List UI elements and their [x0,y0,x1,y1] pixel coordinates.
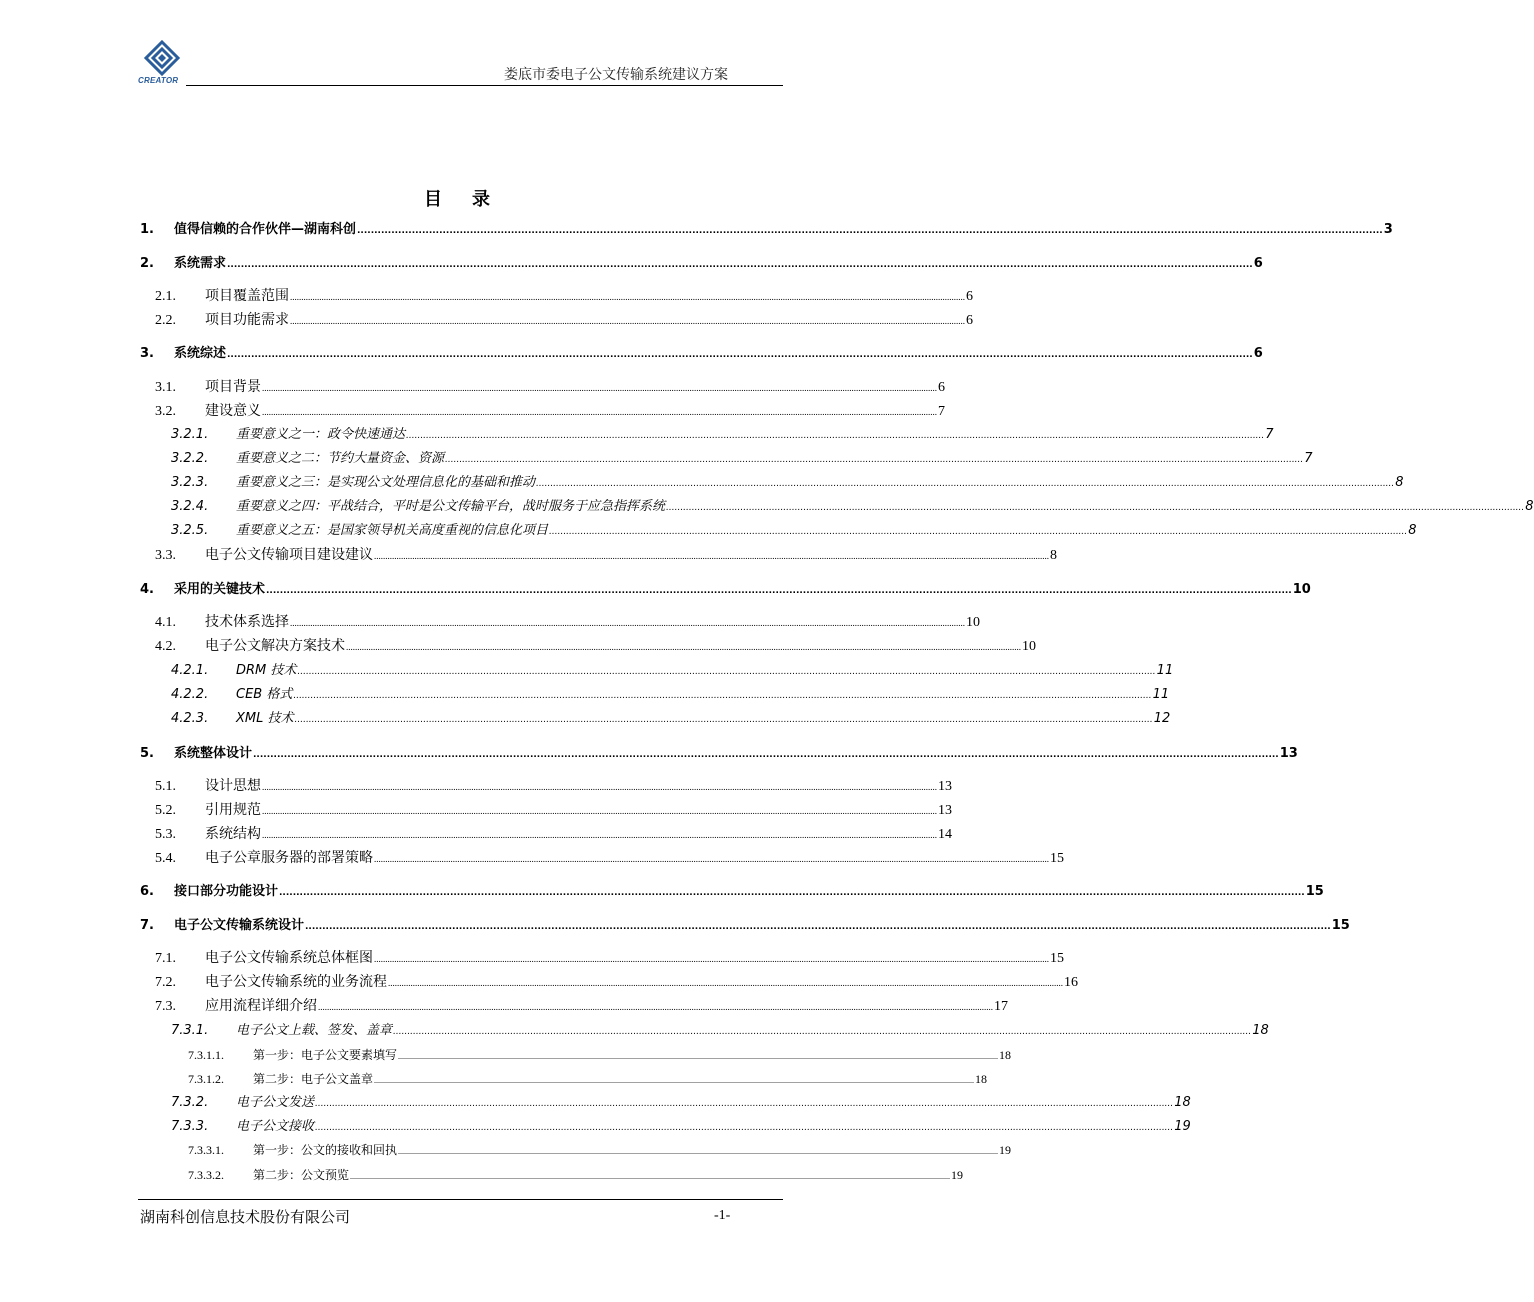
toc-entry-page: 19 [999,1143,1012,1157]
toc-entry-label: DRM 技术 [236,663,297,678]
toc-entry-page: 6 [966,289,973,304]
toc-entry[interactable] [138,1020,1269,1042]
toc-leader-dots: ............................................................................................................................................................................................................................................................................................................ [350,1172,951,1181]
footer-company: 湖南科创信息技术股份有限公司 [140,1210,351,1226]
toc-entry-page: 11 [1156,663,1174,678]
toc-entry[interactable] [138,800,952,822]
toc-entry-label: 重要意义之二：节约大量资金、资源 [236,451,445,466]
toc-entry-number: 3.1. [155,380,176,395]
toc-entry-label: 系统需求 [174,256,227,271]
toc-entry[interactable] [138,636,1036,658]
toc-entry-label: 电子公文传输系统总体框图 [205,951,373,966]
toc-entry[interactable] [138,1164,964,1186]
toc-entry-page: 13 [938,803,952,818]
toc-entry-label: 电子公文上载、签发、盖章 [236,1023,393,1038]
toc-entry-number: 2.1. [155,289,176,304]
toc-leader-dots: ............................................................................................................................................................................................................................................................................................................ [262,383,937,393]
toc-entry-number: 3.2. [155,404,176,419]
toc-entry-number: 7.3.3. [171,1119,209,1134]
toc-entry-number: 2.2. [155,313,176,328]
toc-entry-page: 13 [938,779,952,794]
toc-entry-page: 7 [938,404,945,419]
toc-entry-number: 7.3. [155,999,176,1014]
toc-entry-page: 15 [1331,918,1350,933]
toc-leader-dots: ............................................................................................................................................................................................................................................................................................................ [549,527,1408,537]
toc-entry[interactable] [138,448,1313,470]
toc-leader-dots: ............................................................................................................................................................................................................................................................................................................ [227,350,1253,360]
toc-leader-dots: ............................................................................................................................................................................................................................................................................................................ [406,431,1265,441]
toc-entry-label: 项目背景 [205,380,261,395]
toc-entry-number: 7.2. [155,975,176,990]
toc-entry-page: 12 [1153,711,1171,726]
toc-entry-page: 6 [966,313,973,328]
toc-entry-page: 15 [1305,884,1324,899]
toc-entry-page: 18 [1174,1095,1191,1110]
toc-entry-page: 7 [1304,451,1313,466]
creator-diamond-logo-icon [138,40,186,78]
toc-entry[interactable] [138,286,973,308]
page-header [138,40,783,87]
toc-entry-label: 技术体系选择 [205,615,289,630]
toc-entry-number: 7.3.3.2. [188,1168,224,1182]
toc-entry-page: 8 [1525,499,1534,514]
footer-divider [138,1199,783,1200]
toc-entry[interactable] [138,545,1057,567]
toc-leader-dots: ............................................................................................................................................................................................................................................................................................................ [266,586,1292,596]
toc-entry[interactable] [138,472,1404,494]
toc-entry[interactable] [138,824,952,846]
toc-entry-label: 引用规范 [205,803,261,818]
toc-entry[interactable] [138,1044,1012,1066]
toc-entry-label: 项目功能需求 [205,313,289,328]
toc-entry[interactable] [138,881,1324,903]
toc-entry-label: 重要意义之五：是国家领导机关高度重视的信息化项目 [236,523,549,538]
toc-entry-page: 8 [1408,523,1417,538]
toc-entry-label: CEB 格式 [236,687,293,702]
toc-entry-page: 6 [1253,256,1263,271]
toc-entry-label: 建设意义 [205,404,261,419]
toc-entry-number: 4.2.1. [171,663,209,678]
toc-entry-number: 4.2.2. [171,687,209,702]
logo-text: CREATOR [138,76,179,85]
toc-entry[interactable] [138,310,973,332]
toc-leader-dots: ............................................................................................................................................................................................................................................................................................................ [315,1099,1174,1109]
toc-leader-dots: ............................................................................................................................................................................................................................................................................................................ [227,260,1253,270]
toc-entry-label: 电子公章服务器的部署策略 [205,851,373,866]
toc-entry-number: 4.1. [155,615,176,630]
toc-entry[interactable] [138,915,1350,937]
toc-leader-dots: ............................................................................................................................................................................................................................................................................................................ [393,1027,1252,1037]
toc-entry-page: 8 [1050,548,1057,563]
toc-entry[interactable] [138,948,1064,970]
toc-leader-dots: ............................................................................................................................................................................................................................................................................................................ [290,316,965,326]
toc-entry-label: 第一步：公文的接收和回执 [253,1143,398,1157]
toc-leader-dots: ............................................................................................................................................................................................................................................................................................................ [388,978,1063,988]
toc-entry-page: 18 [1252,1023,1269,1038]
toc-entry-page: 15 [1050,951,1064,966]
toc-entry-label: 电子公文传输系统的业务流程 [205,975,387,990]
toc-entry-page: 15 [1050,851,1064,866]
toc-entry-label: 电子公文发送 [236,1095,315,1110]
toc-leader-dots: ............................................................................................................................................................................................................................................................................................................ [374,551,1049,561]
toc-leader-dots: ............................................................................................................................................................................................................................................................................................................ [357,226,1383,236]
toc-entry-number: 5. [140,746,154,761]
toc-entry[interactable] [138,401,945,423]
toc-entry-label: 采用的关键技术 [174,582,266,597]
toc-entry-number: 5.1. [155,779,176,794]
toc-entry[interactable] [138,520,1417,542]
toc-entry[interactable] [138,660,1174,682]
toc-entry-page: 13 [1279,746,1298,761]
toc-leader-dots: ............................................................................................................................................................................................................................................................................................................ [318,1002,993,1012]
toc-entry-label: 系统结构 [205,827,261,842]
toc-entry-label: 第二步：电子公文盖章 [253,1072,374,1086]
toc-leader-dots: ............................................................................................................................................................................................................................................................................................................ [262,806,937,816]
toc-entry-page: 10 [1022,639,1036,654]
toc-entry-page: 6 [1253,346,1263,361]
toc-entry-number: 4.2. [155,639,176,654]
toc-entry-page: 11 [1152,687,1170,702]
toc-entry-page: 18 [999,1048,1012,1062]
toc-entry[interactable] [138,579,1311,601]
toc-entry[interactable] [138,377,945,399]
toc-entry[interactable] [138,972,1078,994]
toc-entry[interactable] [138,708,1171,730]
toc-entry-number: 5.4. [155,851,176,866]
toc-leader-dots: ............................................................................................................................................................................................................................................................................................................ [346,642,1021,652]
toc-entry[interactable] [138,496,1534,518]
toc-leader-dots: ............................................................................................................................................................................................................................................................................................................ [262,782,937,792]
toc-entry-number: 7.3.1.1. [188,1048,224,1062]
toc-entry-number: 7.3.1.2. [188,1072,224,1086]
toc-entry-label: 值得信赖的合作伙伴—湖南科创 [174,222,357,237]
toc-entry[interactable] [138,996,1008,1018]
toc-leader-dots: ............................................................................................................................................................................................................................................................................................................ [262,830,937,840]
toc-leader-dots: ............................................................................................................................................................................................................................................................................................................ [536,479,1395,489]
toc-leader-dots: ............................................................................................................................................................................................................................................................................................................ [305,922,1331,932]
toc-leader-dots: ............................................................................................................................................................................................................................................................................................................ [374,1076,975,1085]
toc-entry-number: 5.3. [155,827,176,842]
toc-leader-dots: ............................................................................................................................................................................................................................................................................................................ [374,954,1049,964]
toc-entry-page: 18 [975,1072,988,1086]
toc-leader-dots: ............................................................................................................................................................................................................................................................................................................ [294,715,1153,725]
toc-entry-number: 3.2.4. [171,499,209,514]
toc-entry-label: 电子公文解决方案技术 [205,639,345,654]
toc-entry-page: 6 [938,380,945,395]
toc-leader-dots: ............................................................................................................................................................................................................................................................................................................ [253,750,1279,760]
toc-leader-dots: ............................................................................................................................................................................................................................................................................................................ [374,854,1049,864]
creator-logo [138,40,186,86]
toc-entry[interactable] [138,1116,1191,1138]
toc-entry-number: 7. [140,918,154,933]
toc-entry-label: 电子公文传输系统设计 [174,918,305,933]
toc-entry-page: 19 [1174,1119,1191,1134]
toc-leader-dots: ............................................................................................................................................................................................................................................................................................................ [398,1147,999,1156]
toc-entry-label: 重要意义之三：是实现公文处理信息化的基础和推动 [236,475,536,490]
toc-leader-dots: ............................................................................................................................................................................................................................................................................................................ [262,407,937,417]
toc-leader-dots: ............................................................................................................................................................................................................................................................................................................ [297,667,1156,677]
toc-entry-page: 10 [966,615,980,630]
toc-entry[interactable] [138,253,1263,275]
toc-entry-label: XML 技术 [236,711,294,726]
toc-leader-dots: ............................................................................................................................................................................................................................................................................................................ [315,1123,1174,1133]
document-title: 娄底市委电子公文传输系统建议方案 [504,68,728,83]
toc-entry-number: 7.3.3.1. [188,1143,224,1157]
toc-entry-number: 4. [140,582,154,597]
toc-leader-dots: ............................................................................................................................................................................................................................................................................................................ [445,455,1304,465]
toc-leader-dots: ............................................................................................................................................................................................................................................................................................................ [398,1052,999,1061]
toc-entry-page: 19 [951,1168,964,1182]
toc-entry-number: 2. [140,256,154,271]
toc-entry-number: 3.2.5. [171,523,209,538]
toc-entry-number: 5.2. [155,803,176,818]
toc-entry-number: 4.2.3. [171,711,209,726]
toc-entry[interactable] [138,612,980,634]
toc-entry-label: 第一步：电子公文要素填写 [253,1048,398,1062]
toc-entry[interactable] [138,219,1393,241]
toc-entry[interactable] [138,1092,1191,1114]
toc-entry-number: 3.3. [155,548,176,563]
toc-entry-number: 7.3.1. [171,1023,209,1038]
toc-entry-label: 系统综述 [174,346,227,361]
toc-entry[interactable] [138,1139,1012,1161]
toc-leader-dots: ............................................................................................................................................................................................................................................................................................................ [279,888,1305,898]
toc-entry-page: 16 [1064,975,1078,990]
toc-entry[interactable] [138,343,1263,365]
toc-entry-label: 应用流程详细介绍 [205,999,317,1014]
toc-entry-label: 重要意义之一：政令快速通达 [236,427,406,442]
toc-entry-page: 14 [938,827,952,842]
toc-entry-label: 电子公文传输项目建设建议 [205,548,373,563]
toc-entry-label: 接口部分功能设计 [174,884,279,899]
toc-entry-label: 电子公文接收 [236,1119,315,1134]
toc-leader-dots: ............................................................................................................................................................................................................................................................................................................ [290,618,965,628]
toc-entry-number: 7.1. [155,951,176,966]
toc-entry-number: 3. [140,346,154,361]
toc-entry-number: 3.2.2. [171,451,209,466]
toc-entry-number: 6. [140,884,154,899]
toc-entry-page: 10 [1292,582,1311,597]
toc-entry-label: 项目覆盖范围 [205,289,289,304]
toc-heading: 目 录 [424,189,496,209]
footer-page-number: -1- [714,1208,731,1223]
toc-entry-label: 设计思想 [205,779,261,794]
toc-entry-page: 8 [1395,475,1404,490]
header-divider [186,85,783,86]
toc-entry-label: 重要意义之四：平战结合，平时是公文传输平台，战时服务于应急指挥系统 [236,499,666,514]
toc-entry-number: 7.3.2. [171,1095,209,1110]
toc-entry-page: 3 [1383,222,1393,237]
toc-entry-label: 系统整体设计 [174,746,253,761]
toc-entry[interactable] [138,424,1274,446]
toc-entry[interactable] [138,848,1064,870]
toc-entry[interactable] [138,684,1170,706]
toc-entry-number: 1. [140,222,154,237]
toc-leader-dots: ............................................................................................................................................................................................................................................................................................................ [666,503,1525,513]
toc-entry-page: 17 [994,999,1008,1014]
toc-entry-number: 3.2.1. [171,427,209,442]
toc-leader-dots: ............................................................................................................................................................................................................................................................................................................ [290,292,965,302]
toc-leader-dots: ............................................................................................................................................................................................................................................................................................................ [293,691,1152,701]
toc-entry[interactable] [138,776,952,798]
toc-entry-page: 7 [1265,427,1274,442]
toc-entry[interactable] [138,743,1298,765]
toc-entry[interactable] [138,1068,988,1090]
toc-entry-label: 第二步：公文预览 [253,1168,350,1182]
toc-entry-number: 3.2.3. [171,475,209,490]
